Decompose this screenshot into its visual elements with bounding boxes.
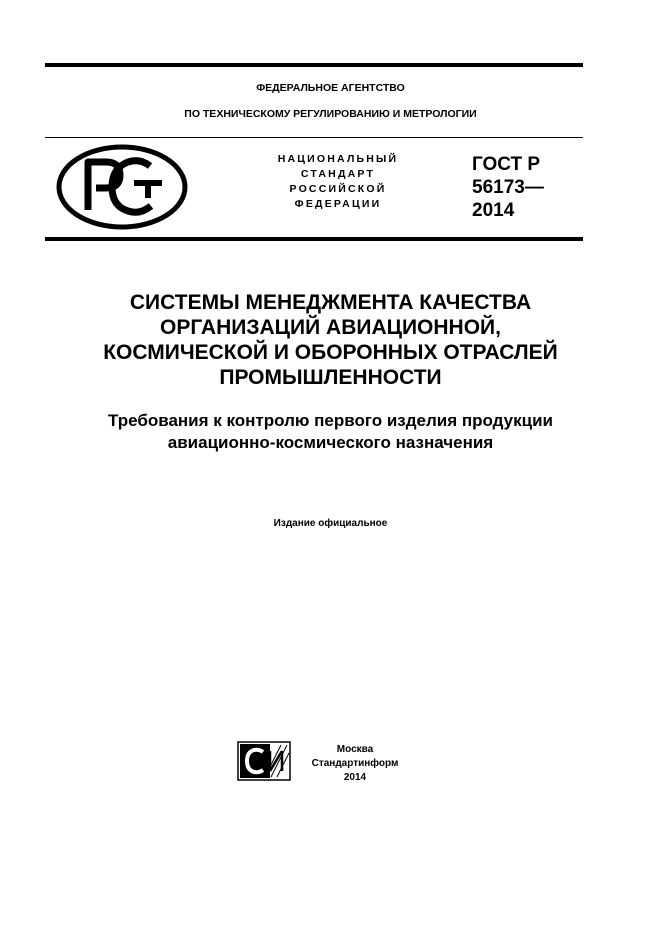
national-standard-label <box>248 152 428 212</box>
subtitle-line: Требования к контролю первого изделия продукции <box>107 411 553 430</box>
national-standard-line: ФЕДЕРАЦИИ <box>294 198 382 210</box>
edition-label: Издание официальное <box>273 518 388 529</box>
gost-designation-line: 2014 <box>472 200 515 221</box>
gost-designation-line: ГОСТ Р <box>472 154 541 175</box>
subtitle-line: авиационно-космического назначения <box>167 433 494 452</box>
publisher-info <box>300 743 410 785</box>
publisher-year: 2014 <box>343 772 367 783</box>
publisher-city: Москва <box>336 744 374 755</box>
title-line: ПРОМЫШЛЕННОСТИ <box>219 366 442 389</box>
agency-name-line2: ПО ТЕХНИЧЕСКОМУ РЕГУЛИРОВАНИЮ И МЕТРОЛОГИИ <box>184 108 477 120</box>
standartinform-logo-icon <box>237 741 291 781</box>
title-line: СИСТЕМЫ МЕНЕДЖМЕНТА КАЧЕСТВА <box>129 291 532 314</box>
rst-logo-icon <box>56 144 188 230</box>
rst-logo <box>56 144 188 230</box>
publisher-name: Стандартинформ <box>311 758 399 769</box>
title-line: ОРГАНИЗАЦИЙ АВИАЦИОННОЙ, <box>160 316 501 339</box>
gost-designation-line: 56173— <box>472 177 544 198</box>
header-divider <box>45 137 583 138</box>
top-rule <box>45 63 583 67</box>
gost-designation <box>472 153 544 222</box>
header-bottom-rule <box>45 237 583 241</box>
national-standard-line: СТАНДАРТ <box>300 168 376 180</box>
document-subtitle <box>30 410 631 454</box>
title-line: КОСМИЧЕСКОЙ И ОБОРОННЫХ ОТРАСЛЕЙ <box>103 341 558 364</box>
national-standard-line: РОССИЙСКОЙ <box>289 183 387 195</box>
agency-name-line1: ФЕДЕРАЛЬНОЕ АГЕНТСТВО <box>256 82 405 94</box>
document-title <box>30 290 631 390</box>
publisher-logo <box>237 741 291 781</box>
national-standard-line: НАЦИОНАЛЬНЫЙ <box>277 153 399 165</box>
